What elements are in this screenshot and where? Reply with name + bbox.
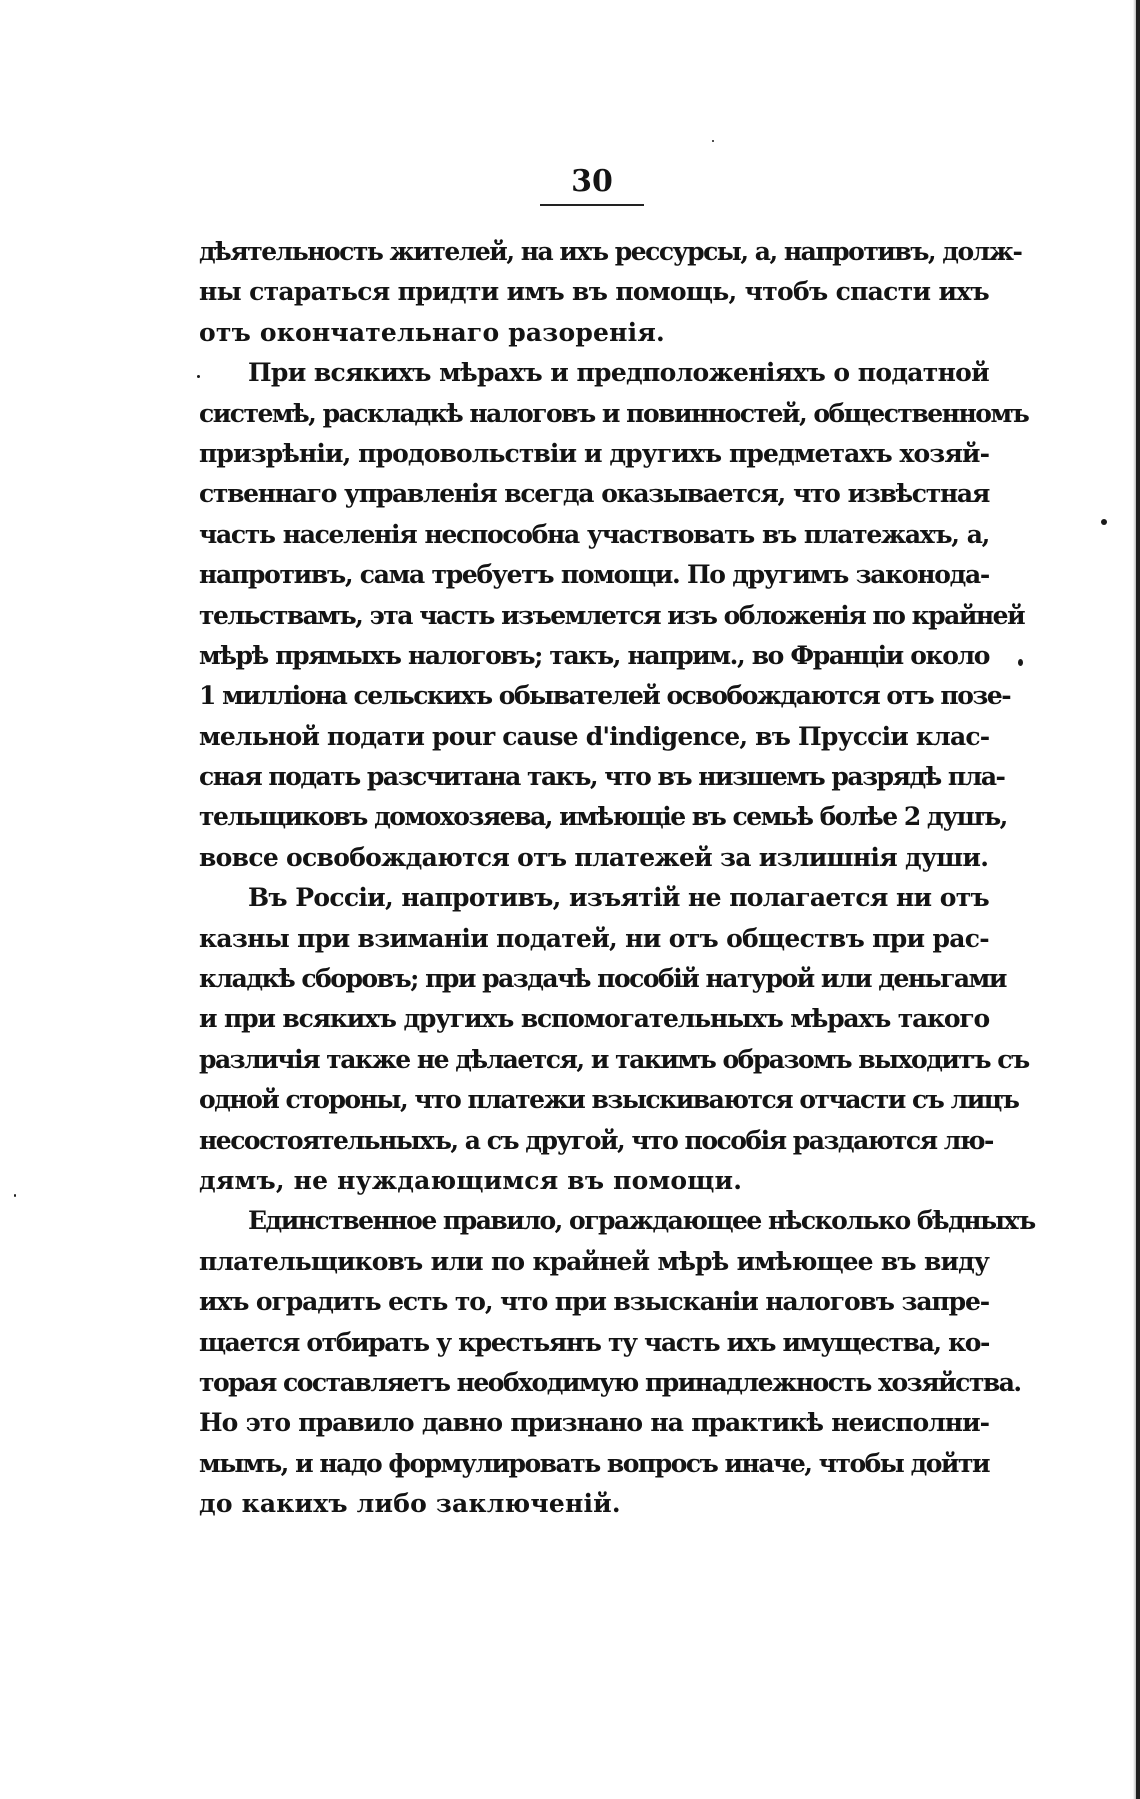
text-line: мымъ, и надо формулировать вопросъ иначе, чтобы дойти xyxy=(199,1448,989,1478)
scan-speck xyxy=(14,1194,16,1197)
text-line: призрѣніи, продовольствіи и другихъ предметахъ хозяй- xyxy=(199,438,990,468)
text-line: мельной подати pour cause d'indigence, въ Пруссіи клас- xyxy=(199,721,990,751)
text-line: дѣятельность жителей, на ихъ рессурсы, а, напротивъ, долж- xyxy=(199,237,1022,266)
text-line: часть населенія неспособна участвовать въ платежахъ, а, xyxy=(199,519,989,549)
page-spine-edge xyxy=(1136,0,1140,1799)
scan-speck xyxy=(1018,659,1023,666)
text-line: системѣ, раскладкѣ налоговъ и повинностей, общественномъ xyxy=(199,398,1029,428)
text-line: казны при взиманіи податей, ни отъ обществъ при рас- xyxy=(199,923,989,953)
scan-speck xyxy=(1101,519,1107,525)
text-line: несостоятельныхъ, а съ другой, что пособія раздаются лю- xyxy=(199,1125,993,1155)
text-line: ихъ оградить есть то, что при взысканіи налоговъ запре- xyxy=(199,1287,990,1317)
text-line: Въ Россіи, напротивъ, изъятій не полагается ни отъ xyxy=(248,883,989,913)
text-line: ственнаго управленія всегда оказывается, что извѣстная xyxy=(199,479,989,509)
text-line: вовсе освобождаются отъ платежей за излишнія души. xyxy=(199,842,989,872)
text-line: сная подать разсчитана такъ, что въ низшемъ разрядѣ пла- xyxy=(199,762,1005,792)
page-number-rule xyxy=(540,204,644,206)
text-line: напротивъ, сама требуетъ помощи. По другимъ законода- xyxy=(199,560,989,590)
text-line: ны стараться придти имъ въ помощь, чтобъ спасти ихъ xyxy=(199,277,989,307)
scan-speck xyxy=(197,375,200,378)
text-line: кладкѣ сборовъ; при раздачѣ пособій натурой или деньгами xyxy=(199,964,1006,994)
text-line: тельщиковъ домохозяева, имѣющіе въ семьѣ болѣе 2 душъ, xyxy=(199,802,1007,832)
text-line: мѣрѣ прямыхъ налоговъ; такъ, наприм., во Франціи около xyxy=(199,640,989,670)
scan-speck xyxy=(712,140,714,142)
text-line: и при всякихъ другихъ вспомогательныхъ мѣрахъ такого xyxy=(199,1004,989,1034)
text-line: торая составляетъ необходимую принадлежность хозяйства. xyxy=(199,1367,1021,1397)
page-number: 30 xyxy=(571,164,613,199)
text-line: Но это правило давно признано на практикѣ неисполни- xyxy=(199,1408,989,1438)
text-line: При всякихъ мѣрахъ и предположеніяхъ о податной xyxy=(248,358,989,388)
text-line: одной стороны, что платежи взыскиваются отчасти съ лицъ xyxy=(199,1085,1019,1115)
text-line: тельствамъ, эта часть изъемлется изъ обложенія по крайней xyxy=(199,600,1025,630)
text-line: до какихъ либо заключеній. xyxy=(199,1489,621,1519)
text-line: щается отбирать у крестьянъ ту часть ихъ имущества, ко- xyxy=(199,1327,989,1357)
text-line: различія также не дѣлается, и такимъ образомъ выходитъ съ xyxy=(199,1044,1029,1074)
body-text xyxy=(199,232,1035,1525)
text-line: дямъ, не нуждающимся въ помощи. xyxy=(199,1165,743,1195)
text-line: плательщиковъ или по крайней мѣрѣ имѣющее въ виду xyxy=(199,1246,989,1276)
text-line: отъ окончательнаго разоренія. xyxy=(199,317,665,347)
text-line: 1 милліона сельскихъ обывателей освобождаются отъ позе- xyxy=(199,681,1011,711)
text-line: Единственное правило, ограждающее нѣсколько бѣдныхъ xyxy=(248,1206,1035,1236)
